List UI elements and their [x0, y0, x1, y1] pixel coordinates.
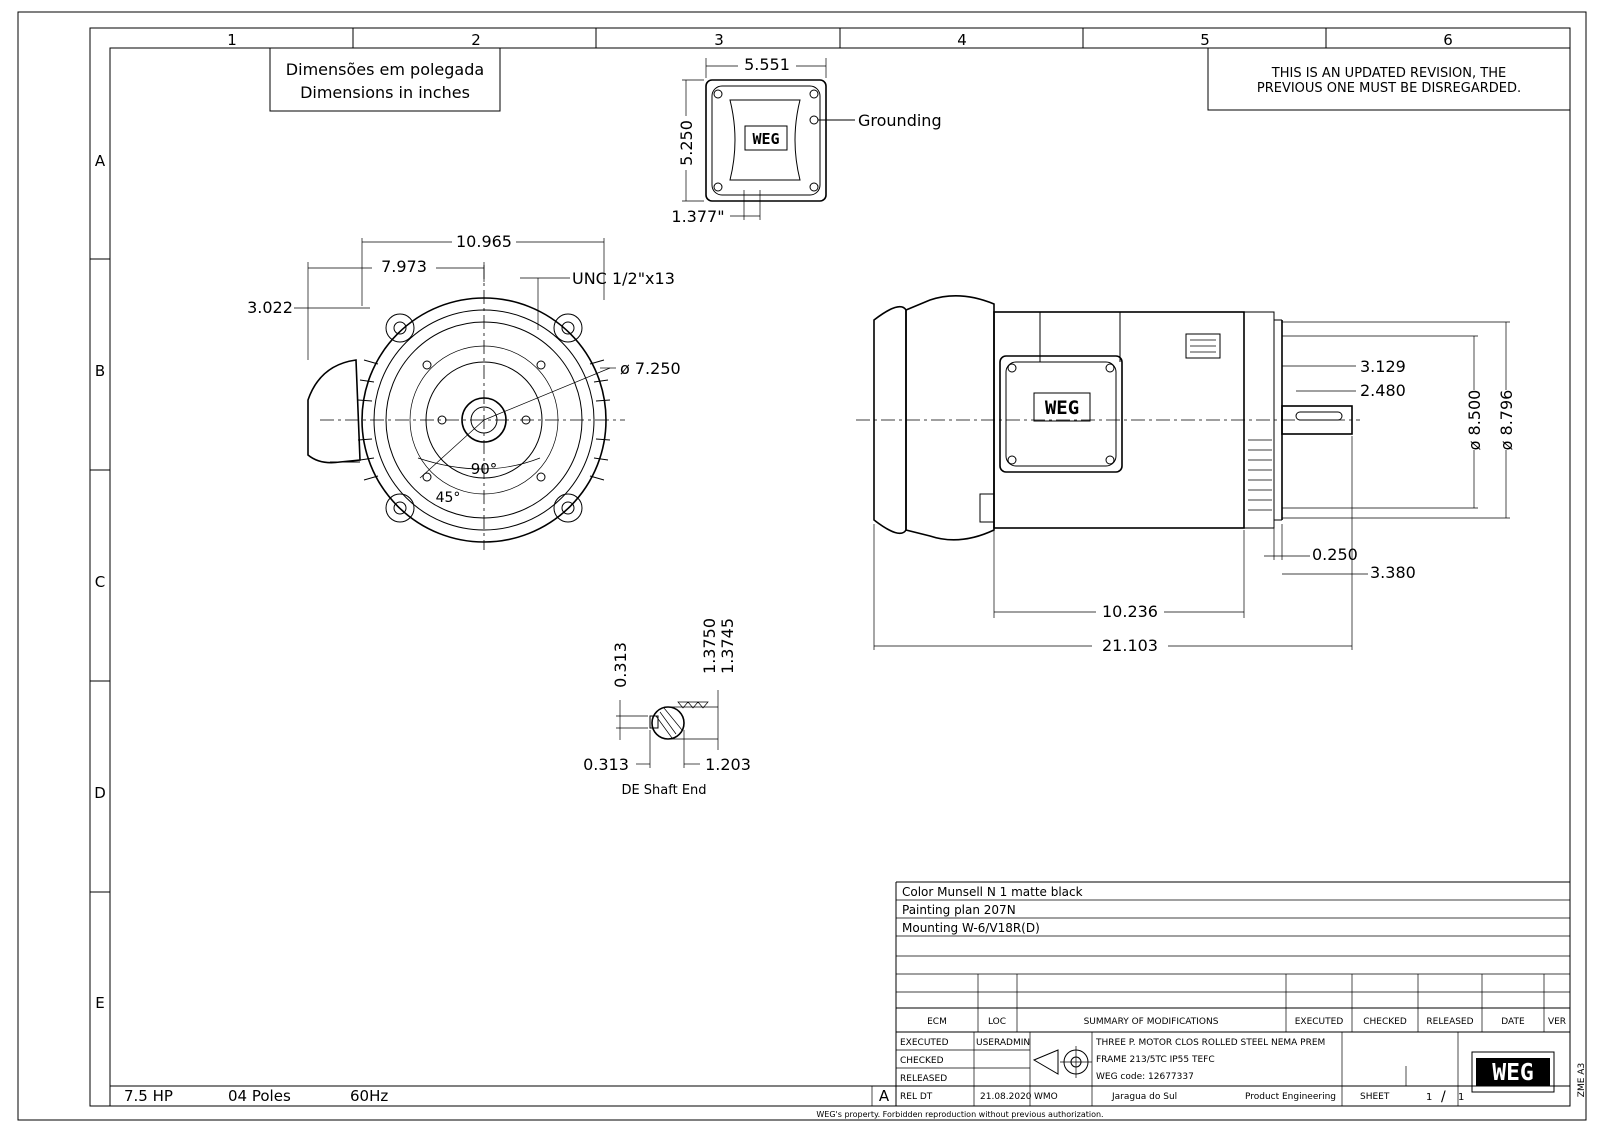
column-label: 2 [471, 31, 481, 49]
rev-header-ver: VER [1547, 1017, 1567, 1027]
shaft-key-width-dim: 0.313 [583, 755, 629, 774]
terminal-box-height-dim: 5.250 [677, 120, 696, 166]
side-flange-od-dim: ø 8.796 [1497, 389, 1516, 451]
column-ruler [227, 28, 1453, 49]
shaft-diameter-min: 1.3745 [718, 618, 737, 674]
rating-bar [110, 1086, 896, 1106]
checked-label: CHECKED [900, 1056, 944, 1066]
rev-header-released: RELEASED [1426, 1017, 1474, 1027]
title-block [896, 974, 1587, 1106]
shaft-key-depth-dim: 1.203 [705, 755, 751, 774]
footer-note: WEG's property. Forbidden reproduction without previous authorization. [816, 1110, 1104, 1119]
side-overall-length-dim: 21.103 [1102, 636, 1158, 655]
shaft-end-caption: DE Shaft End [621, 783, 707, 798]
front-thread-spec: UNC 1/2"x13 [572, 269, 675, 288]
projection-symbol-icon [1034, 1046, 1092, 1078]
column-label: 5 [1200, 31, 1210, 49]
inner-frame [90, 28, 1570, 1106]
terminal-box-width-dim: 5.551 [744, 55, 790, 74]
sheet-label: SHEET [1360, 1092, 1390, 1102]
side-shaft-length-dim: 3.129 [1360, 357, 1406, 376]
row-label: A [94, 152, 106, 170]
shaft-key-height-dim: 0.313 [611, 642, 630, 688]
released-label: RELEASED [900, 1074, 948, 1084]
drawing-area [110, 48, 1570, 1106]
revision-note-line2: PREVIOUS ONE MUST BE DISREGARDED. [1256, 81, 1522, 96]
shaft-keyway [650, 716, 658, 728]
shaft-diameter-max: 1.3750 [700, 618, 719, 674]
drawing-code: ZME A3 [1577, 1062, 1587, 1098]
terminal-box-logo: WEG [752, 130, 780, 148]
side-key-length-dim: 2.480 [1360, 381, 1406, 400]
shaft-end-detail [583, 618, 751, 798]
rev-header-date: DATE [1501, 1017, 1525, 1027]
revision-note-line1: THIS IS AN UPDATED REVISION, THE [1271, 66, 1507, 81]
rating-frequency: 60Hz [350, 1087, 389, 1105]
sheet-total: 1 [1458, 1092, 1465, 1103]
front-box-dim: 7.973 [381, 257, 427, 276]
front-bolt-circle: ø 7.250 [620, 359, 681, 378]
executed-by: USERADMIN [976, 1038, 1031, 1048]
row-label: E [95, 994, 105, 1012]
title-block-logo: WEG [1492, 1060, 1534, 1086]
spec-painting: Painting plan 207N [902, 903, 1016, 917]
rel-dt-value: 21.08.2020 [980, 1092, 1032, 1102]
sheet-number: 1 [1426, 1092, 1433, 1103]
rating-hp: 7.5 HP [124, 1087, 173, 1105]
outer-border [18, 12, 1586, 1120]
side-logo: WEG [1044, 397, 1080, 419]
row-ruler [90, 152, 110, 1012]
revision-letter: A [878, 1087, 890, 1105]
front-overall-dim: 10.965 [456, 232, 512, 251]
side-flange-pilot-dim: ø 8.500 [1465, 389, 1484, 451]
column-label: 1 [227, 31, 237, 49]
description-line3: WEG code: 12677337 [1096, 1072, 1194, 1082]
angle-45-label: 45° [435, 490, 461, 506]
front-side-dim: 3.022 [247, 298, 293, 317]
column-label: 4 [957, 31, 967, 49]
row-label: D [94, 784, 106, 802]
wmo-label: WMO [1034, 1092, 1058, 1102]
rev-header-loc: LOC [987, 1017, 1007, 1027]
grounding-icon [810, 116, 818, 124]
side-frame-length-dim: 10.236 [1102, 602, 1158, 621]
description-line1: THREE P. MOTOR CLOS ROLLED STEEL NEMA PREM [1096, 1038, 1326, 1048]
side-terminal-box [308, 360, 360, 463]
front-view [247, 232, 681, 550]
side-view [856, 296, 1516, 655]
rev-header-checked: CHECKED [1363, 1017, 1407, 1027]
row-label: C [94, 573, 106, 591]
units-note [270, 48, 500, 111]
column-label: 3 [714, 31, 724, 49]
rev-header-ecm: ECM [927, 1017, 947, 1027]
units-note-en: Dimensions in inches [300, 83, 470, 102]
units-note-pt: Dimensões em polegada [285, 60, 485, 79]
column-label: 6 [1443, 31, 1453, 49]
spec-color: Color Munsell N 1 matte black [902, 885, 1083, 899]
angle-90-label: 90° [470, 460, 498, 478]
row-label: B [94, 362, 106, 380]
rev-header-executed: EXECUTED [1294, 1017, 1344, 1027]
executed-label: EXECUTED [900, 1038, 949, 1048]
location-label: Jaragua do Sul [1112, 1092, 1178, 1102]
rev-header-summary: SUMMARY OF MODIFICATIONS [1083, 1017, 1219, 1027]
terminal-box-view [671, 55, 941, 226]
terminal-box-offset-dim: 1.377" [671, 207, 725, 226]
specs-table [896, 882, 1570, 1106]
sheet-separator: / [1441, 1089, 1446, 1105]
rating-poles: 04 Poles [228, 1087, 291, 1105]
department-label: Product Engineering [1244, 1092, 1336, 1102]
rel-dt-label: REL DT [900, 1092, 933, 1102]
description-line2: FRAME 213/5TC IP55 TEFC [1096, 1055, 1215, 1065]
grounding-label: Grounding [858, 111, 942, 130]
revision-note [1208, 48, 1570, 110]
spec-mounting: Mounting W-6/V18R(D) [902, 921, 1040, 935]
side-shaft-extension-dim: 3.380 [1370, 563, 1416, 582]
side-flange-thickness-dim: 0.250 [1312, 545, 1358, 564]
